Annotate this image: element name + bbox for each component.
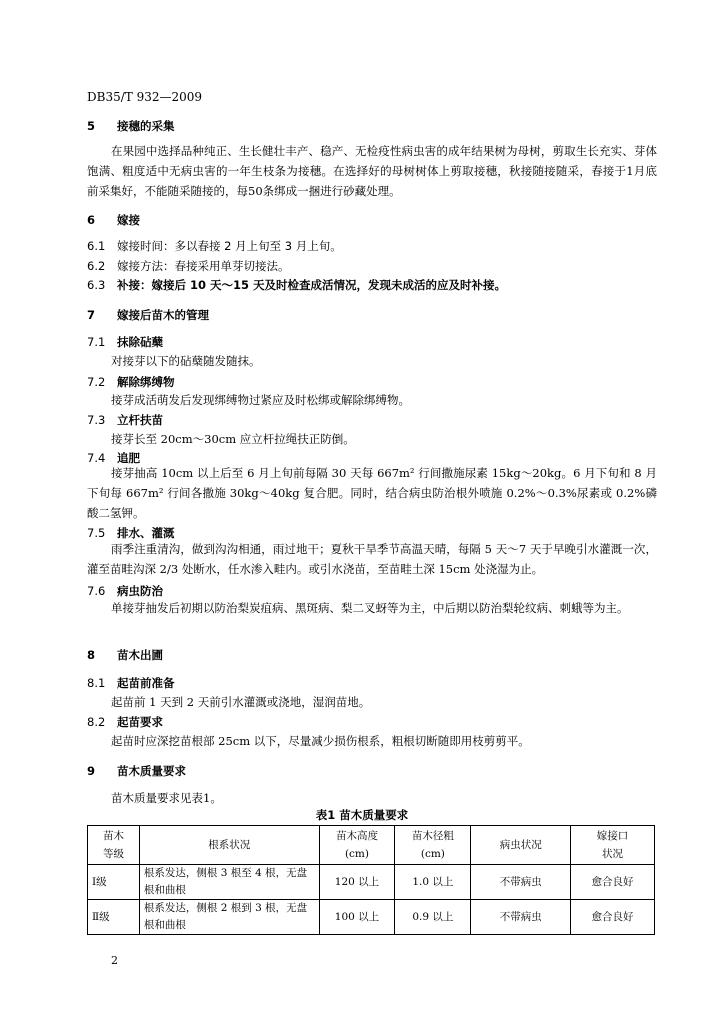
item-title: 起苗要求 — [117, 715, 163, 729]
item-8-2-text: 起苗时应深挖苗根部 25cm 以下，尽量减少损伤根系，粗根切断随即用枝剪剪平。 — [111, 734, 530, 748]
item-8-1-text: 起苗前 1 天到 2 天前引水灌溉或浇地，湿润苗地。 — [111, 695, 371, 709]
item-title: 病虫防治 — [117, 584, 163, 598]
section-title: 苗木出圃 — [117, 648, 163, 662]
item-title: 追肥 — [117, 451, 140, 465]
cell-graft: 愈合良好 — [571, 865, 655, 900]
item-7-3-text: 接芽长至 20cm～30cm 应立杆拉绳扶正防倒。 — [111, 432, 355, 446]
item-7-2-text: 接芽成活萌发后发现绑缚物过紧应及时松绑或解除绑缚物。 — [111, 393, 410, 407]
item-text: 嫁接方法：春接采用单芽切接法。 — [117, 259, 290, 273]
section-number: 7 — [87, 308, 96, 322]
cell-graft: 愈合良好 — [571, 900, 655, 935]
section-5-paragraph: 在果园中选择品种纯正、生长健壮丰产、稳产、无检疫性病虫害的成年结果树为母树，剪取生长充实、芽体饱满、粗度适中无病虫害的一年生枝条为接穗。在选择好的母树树体上剪取接穗，秋接随接随采，春接于1月底前采集好，不能随采随接的，每50条绑成一捆进行砂藏处理。 — [87, 144, 657, 198]
table-header-row — [88, 826, 655, 865]
cell-root: 根系发达，侧根 2 根到 3 根，无盘根和曲根 — [139, 900, 319, 935]
header-grade: 苗木 等级 — [88, 826, 140, 865]
cell-grade: Ⅱ级 — [88, 900, 140, 935]
item-number: 7.1 — [87, 335, 106, 349]
item-title: 抹除砧蘖 — [117, 335, 163, 349]
item-6-3 — [87, 277, 657, 293]
item-number: 7.6 — [87, 584, 106, 598]
header-height: 苗木高度 (cm) — [319, 826, 395, 865]
item-number: 8.2 — [87, 715, 106, 729]
page-number: 2 — [111, 954, 118, 967]
item-6-1 — [87, 238, 657, 254]
header-diameter: 苗木径粗 (cm) — [395, 826, 471, 865]
item-7-6-heading — [87, 583, 657, 599]
item-number: 7.5 — [87, 526, 106, 540]
section-5-heading — [87, 118, 657, 134]
item-7-5-text: 雨季注重清沟，做到沟沟相通，雨过地干；夏秋干旱季节高温天晴，每隔 5 天～7 天于早晚引水灌溉一次，灌至苗畦沟深 2/3 处断水，任水渗入畦内。或引水浇苗，至苗畦土深 15cm 处浇湿为止。 — [87, 542, 657, 576]
document-code: DB35/T 932—2009 — [87, 90, 203, 104]
cell-grade: Ⅰ级 — [88, 865, 140, 900]
item-title: 起苗前准备 — [117, 676, 175, 690]
table-row — [88, 900, 655, 935]
item-8-2-heading — [87, 714, 657, 730]
item-6-2 — [87, 258, 657, 274]
section-title: 苗木质量要求 — [117, 764, 186, 778]
cell-height: 100 以上 — [319, 900, 395, 935]
item-number: 7.3 — [87, 413, 106, 427]
item-text: 嫁接时间：多以春接 2 月上旬至 3 月上旬。 — [117, 239, 342, 253]
item-8-1-heading — [87, 675, 657, 691]
item-7-3-heading — [87, 412, 657, 428]
section-9-paragraph: 苗木质量要求见表1。 — [111, 791, 222, 805]
section-number: 9 — [87, 764, 96, 778]
item-title: 排水、灌溉 — [117, 526, 175, 540]
item-number: 6.1 — [87, 239, 106, 253]
item-title: 解除绑缚物 — [117, 375, 175, 389]
item-number: 8.1 — [87, 676, 106, 690]
header-pest: 病虫状况 — [471, 826, 571, 865]
header-graft: 嫁接口 状况 — [571, 826, 655, 865]
item-7-2-heading — [87, 374, 657, 390]
item-number: 6.2 — [87, 259, 106, 273]
section-number: 5 — [87, 119, 96, 133]
cell-diameter: 1.0 以上 — [395, 865, 471, 900]
item-7-6-text: 单接芽抽发后初期以防治梨炭疽病、黑斑病、梨二叉蚜等为主，中后期以防治梨轮纹病、刺蛾等为主。 — [111, 601, 629, 615]
item-number: 7.4 — [87, 451, 106, 465]
section-6-heading — [87, 212, 657, 228]
quality-table — [87, 825, 655, 935]
item-number: 7.2 — [87, 375, 106, 389]
item-number: 6.3 — [87, 278, 106, 292]
section-title: 嫁接后苗木的管理 — [117, 308, 209, 322]
cell-diameter: 0.9 以上 — [395, 900, 471, 935]
cell-pest: 不带病虫 — [471, 865, 571, 900]
cell-height: 120 以上 — [319, 865, 395, 900]
table-row — [88, 865, 655, 900]
item-title: 立杆扶苗 — [117, 413, 163, 427]
section-8-heading — [87, 647, 657, 663]
section-9-heading — [87, 763, 657, 779]
cell-root: 根系发达，侧根 3 根至 4 根，无盘根和曲根 — [139, 865, 319, 900]
section-title: 嫁接 — [117, 213, 140, 227]
section-number: 6 — [87, 213, 96, 227]
header-root: 根系状况 — [139, 826, 319, 865]
item-text: 补接：嫁接后 10 天～15 天及时检查成活情况，发现未成活的应及时补接。 — [117, 278, 507, 292]
item-7-1-text: 对接芽以下的砧蘖随发随抹。 — [111, 354, 261, 368]
item-7-1-heading — [87, 334, 657, 350]
table-caption: 表1 苗木质量要求 — [315, 808, 409, 822]
section-title: 接穗的采集 — [117, 119, 175, 133]
item-7-4-text: 接芽抽高 10cm 以上后至 6 月上旬前每隔 30 天每 667m² 行间撒施尿素 15kg～20kg。6 月下旬和 8 月下旬每 667m² 行间各撒施 30kg～40kg 复合肥。同时，结合病虫防治根外喷施 0.2%～0.3%尿素或 0.2%磷酸二氢钾。 — [87, 466, 657, 520]
section-number: 8 — [87, 648, 96, 662]
cell-pest: 不带病虫 — [471, 900, 571, 935]
section-7-heading — [87, 307, 657, 323]
